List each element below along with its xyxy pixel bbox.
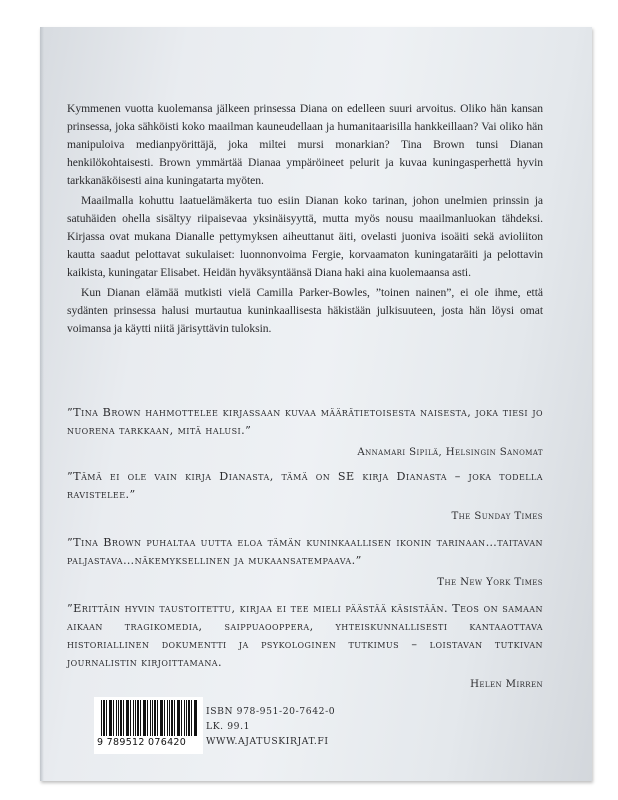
review-quote-source: Helen Mirren [470, 679, 543, 690]
review-quote [67, 468, 543, 526]
review-quote-text: ”Tina Brown hahmottelee kirjassaan kuvaa määrätietoisesta naisesta, joka tiesi jo nuorena tarkkaan, mitä halusi.” [67, 406, 543, 437]
barcode-digits: 9 789512 076420 [97, 737, 187, 748]
review-quote-source: Annamari Sipilä, Helsingin Sanomat [357, 447, 543, 458]
library-class: LK. 99.1 [206, 721, 251, 732]
review-quote-text: ”Erittäin hyvin taustoitettu, kirjaa ei tee mieli päästää käsistään. Teos on samaan aikaan tragikomedia, saippuaooppera, yhteiskunnallisesti kantaaottava historiallinen dokumentti ja psykologinen tutkimus – loistavan tutkivan journalistin kirjoittamana. [67, 602, 543, 669]
publisher-website: WWW.AJATUSKIRJAT.FI [206, 736, 329, 747]
publisher-info [206, 704, 335, 749]
review-quote-source: The Sunday Times [451, 511, 543, 522]
review-quote-text: ”Tämä ei ole vain kirja Dianasta, tämä on SE kirja Dianasta – joka todella ravistelee.” [67, 470, 543, 501]
isbn-barcode [94, 697, 203, 754]
review-quote-source: The New York Times [437, 577, 543, 588]
back-cover-blurb [67, 100, 543, 338]
review-quote [67, 534, 543, 592]
review-quote [67, 404, 543, 462]
blurb-paragraph-3: Kun Dianan elämää mutkisti vielä Camilla Parker-Bowles, ”toinen nainen”, ei ole ihme, että sydänten prinsessa halusi murtautua kuninkaallisesta häkistään julkisuuteen, josta hän löysi omat voimansa ja käytti niitä järisyttävin tuloksin. [67, 286, 543, 335]
barcode-bars [101, 700, 198, 736]
blurb-paragraph-2: Maailmalla kohuttu laatuelämäkerta tuo esiin Dianan koko tarinan, johon unelmien prinssin ja satuhäiden ohella sisältyy riipaisevaa yksinäisyyttä, mutta myös nousu maailmanluokan tähdeksi. Kirjassa ovat mukana Dianalle pettymyksen aiheuttanut äiti, ovelasti juoniva isoäiti sekä avioliiton kautta saadut pelottavat sukulaiset: luonnonvoima Fergie, korvaamaton kuningataräiti ja pelottavin kaikista, kuningatar Elisabet. Heidän hyväksyntäänsä Diana haki aina kuolemaansa asti. [67, 194, 543, 279]
review-quote-text: ”Tina Brown puhaltaa uutta eloa tämän kuninkaallisen ikonin tarinaan…taitavan paljastava…näkemyksellinen ja mukaansatempaava.” [67, 536, 543, 567]
blurb-paragraph-1: Kymmenen vuotta kuolemansa jälkeen prinsessa Diana on edelleen suuri arvoitus. Oliko hän kansan prinsessa, joka sähköisti koko maailman kauneudellaan ja humanitaarisilla hankkeillaan? Vai oliko hän manipuloiva medianpyörittäjä, joka miltei mursi monarkian? Tina Brown tunsi Dianan henkilökohtaisesti. Brown ymmärtää Dianaa ympäröineet pelurit ja kuvaa kuningasperhettä hyvin tarkkanäköisesti aina kuningatarta myöten. [67, 102, 543, 187]
isbn-number: ISBN 978-951-20-7642-0 [206, 706, 336, 717]
review-quote [67, 600, 543, 694]
